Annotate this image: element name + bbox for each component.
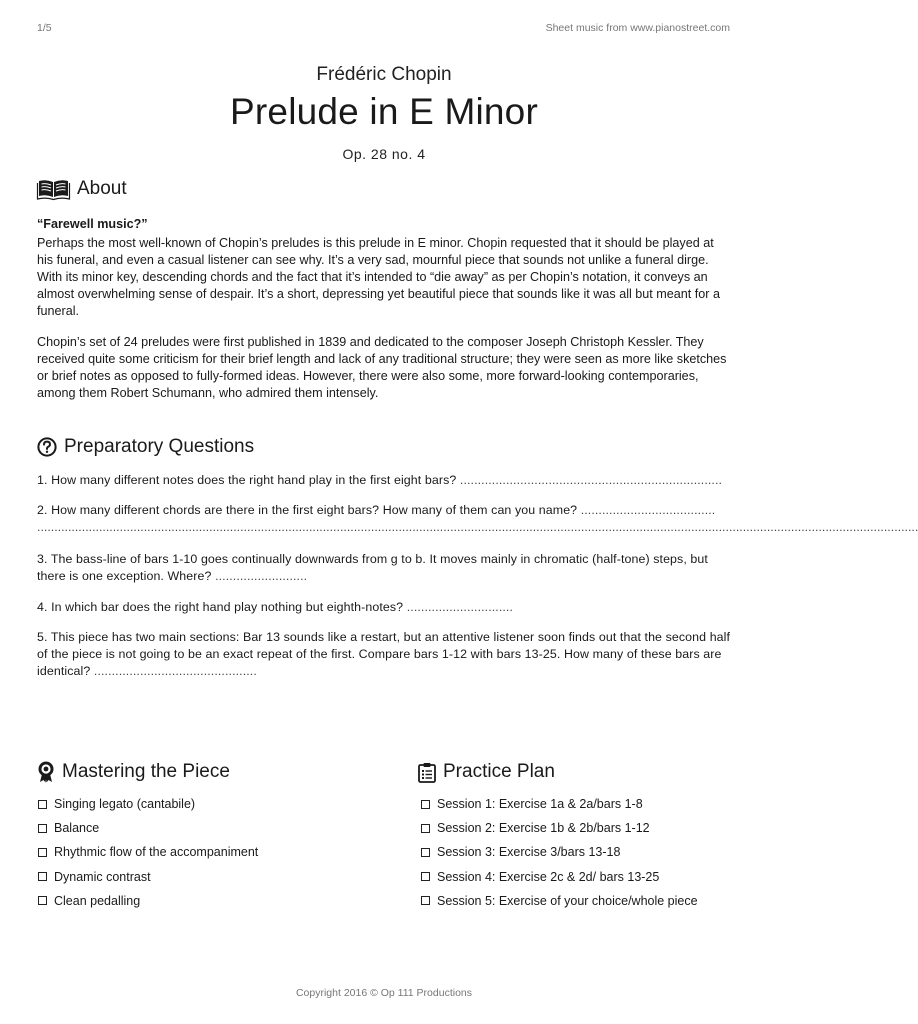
checkbox[interactable] <box>421 896 430 905</box>
question-1-blank[interactable]: .......................................................................... <box>459 473 723 487</box>
checkbox[interactable] <box>38 872 47 881</box>
clipboard-list-icon <box>418 762 436 783</box>
practice-heading-label: Practice Plan <box>443 761 555 782</box>
about-paragraph-1 <box>37 235 731 320</box>
composer-name: Frédéric Chopin <box>316 64 452 85</box>
practice-item-label: Session 3: Exercise 3/bars 13-18 <box>437 845 621 860</box>
practice-list <box>421 792 698 913</box>
checkbox[interactable] <box>421 872 430 881</box>
question-2-blank[interactable]: ...................................... <box>580 503 716 517</box>
practice-heading <box>418 761 555 783</box>
copyright-footer: Copyright 2016 © Op 111 Productions <box>295 987 473 999</box>
checkbox[interactable] <box>421 848 430 857</box>
questions-heading <box>37 436 254 458</box>
practice-item[interactable] <box>421 840 698 864</box>
checkbox[interactable] <box>38 800 47 809</box>
about-paragraph-1-text: Perhaps the most well-known of Chopin’s preludes is this prelude in E minor. Chopin requested that it should be played at his funeral, and even a casual listener can see why. It’s a very sad, mournful piece that sounds not unlike a funeral dirge. With its minor key, descending chords and the fact that it’s intended to “die away” as per Chopin’s notation, it conveys an almost overwhelming sense of despair. It’s a short, depressing yet beautiful piece that sounds like it was all but meant for a funeral. <box>37 236 720 318</box>
mastering-item-label: Balance <box>54 821 100 836</box>
question-2-text: 2. How many different chords are there in the first eight bars? How many of them can you name? <box>37 503 578 517</box>
about-paragraph-2-text: Chopin’s set of 24 preludes were first published in 1839 and dedicated to the composer Joseph Christoph Kessler. They received quite some criticism for their brief length and lack of any traditional structure; they were seen as more like sketches or brief notes as opposed to fully-formed ideas. However, there were also some, more forward-looking contemporaries, among them Robert Schumann, who admired them intensely. <box>37 335 727 400</box>
mastering-item[interactable] <box>38 889 258 913</box>
question-4-text: 4. In which bar does the right hand play nothing but eighth-notes? <box>37 600 404 614</box>
mastering-item[interactable] <box>38 865 258 889</box>
question-1 <box>37 472 731 489</box>
question-5-blank[interactable]: .............................................. <box>93 664 257 678</box>
question-5-text: 5. This piece has two main sections: Bar 13 sounds like a restart, but an attentive listener soon finds out that the second half of the piece is not going to be an exact repeat of the first. Compare bars 1-12 with bars 13-25. How many of these bars are identical? <box>37 630 731 678</box>
question-circle-icon <box>37 437 57 457</box>
practice-item[interactable] <box>421 816 698 840</box>
checkbox[interactable] <box>421 824 430 833</box>
questions-heading-label: Preparatory Questions <box>64 436 255 457</box>
question-4-blank[interactable]: .............................. <box>406 600 514 614</box>
checkbox[interactable] <box>38 848 47 857</box>
checkbox[interactable] <box>421 800 430 809</box>
piece-title: Prelude in E Minor <box>230 91 538 132</box>
open-book-icon <box>37 178 70 200</box>
page-indicator: 1/5 <box>37 22 52 34</box>
about-subtitle: “Farewell music?” <box>37 217 148 231</box>
practice-item-label: Session 2: Exercise 1b & 2b/bars 1-12 <box>437 821 650 836</box>
about-heading <box>37 178 127 200</box>
question-3-text: 3. The bass-line of bars 1-10 goes continually downwards from g to b. It moves mainly in chromatic (half-tone) steps, but there is one exception. Where? <box>37 552 708 583</box>
award-ribbon-icon <box>37 761 55 783</box>
about-paragraph-2 <box>37 334 731 402</box>
practice-item[interactable] <box>421 792 698 816</box>
practice-item[interactable] <box>421 889 698 913</box>
mastering-item-label: Clean pedalling <box>54 893 141 908</box>
question-2 <box>37 502 731 519</box>
about-heading-label: About <box>77 178 127 199</box>
mastering-item[interactable] <box>38 792 258 816</box>
practice-item-label: Session 5: Exercise of your choice/whole piece <box>437 893 698 908</box>
source-credit: Sheet music from www.pianostreet.com <box>545 22 730 34</box>
mastering-heading-label: Mastering the Piece <box>62 761 230 782</box>
practice-item[interactable] <box>421 865 698 889</box>
mastering-item[interactable] <box>38 816 258 840</box>
practice-item-label: Session 4: Exercise 2c & 2d/ bars 13-25 <box>437 869 660 884</box>
question-1-text: 1. How many different notes does the right hand play in the first eight bars? <box>37 473 457 487</box>
mastering-item-label: Dynamic contrast <box>54 869 151 884</box>
practice-item-label: Session 1: Exercise 1a & 2a/bars 1-8 <box>437 797 643 812</box>
question-2-answer-line[interactable]: ................................................................................................................................................................................................................................................................ <box>37 520 918 534</box>
question-3 <box>37 551 731 585</box>
mastering-heading <box>37 761 230 783</box>
question-3-blank[interactable]: .......................... <box>215 569 308 583</box>
question-5 <box>37 629 731 680</box>
question-4 <box>37 599 731 616</box>
mastering-item[interactable] <box>38 840 258 864</box>
checkbox[interactable] <box>38 824 47 833</box>
mastering-item-label: Singing legato (cantabile) <box>54 797 196 812</box>
checkbox[interactable] <box>38 896 47 905</box>
mastering-item-label: Rhythmic flow of the accompaniment <box>54 845 259 860</box>
opus-number: Op. 28 no. 4 <box>342 146 426 162</box>
mastering-list <box>38 792 258 913</box>
